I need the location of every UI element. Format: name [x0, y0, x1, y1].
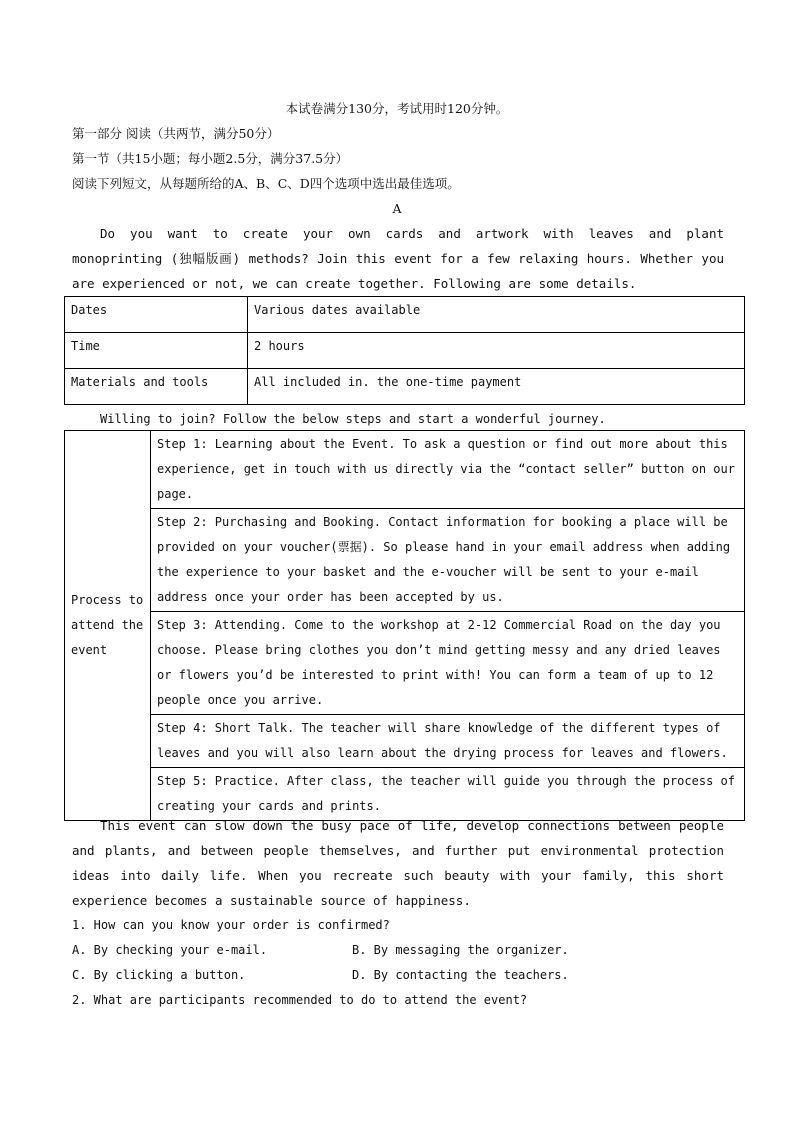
passage-intro: Do you want to create your own cards and artwork with leaves and plant monoprinting (独幅版画) methods? Join this event for a few relaxing hours. Whether you are experienced or not, we can create together. Following are some details.	[72, 226, 724, 291]
table-row	[65, 509, 745, 612]
exam-note: 本试卷满分130分，考试用时120分钟。	[285, 101, 509, 116]
part-heading: 第一部分 阅读（共两节，满分50分）	[72, 126, 280, 141]
step-cell: Step 4: Short Talk. The teacher will share knowledge of the different types of leaves and you will also learn about the drying process for leaves and flowers.	[151, 715, 745, 768]
instruction-text: 阅读下列短文，从每题所给的A、B、C、D四个选项中选出最佳选项。	[72, 176, 460, 191]
table-row	[65, 431, 745, 509]
step-cell: Step 2: Purchasing and Booking. Contact information for booking a place will be provided on your voucher(票据). So please hand in your email address when adding the experience to your basket and the e-voucher will be sent to your e-mail address once your order has been accepted by us.	[151, 509, 745, 612]
passage-letter: A	[392, 201, 402, 216]
step-cell: Step 1: Learning about the Event. To ask a question or find out more about this experience, get in touch with us directly via the “contact seller” button on our page.	[151, 431, 745, 509]
table-row	[65, 333, 745, 369]
info-value: Various dates available	[248, 297, 745, 333]
section-heading: 第一节（共15小题；每小题2.5分，满分37.5分）	[72, 151, 349, 166]
table-row	[65, 715, 745, 768]
process-label: Process to attend the event	[65, 431, 151, 821]
option-b: B. By messaging the organizer.	[352, 943, 569, 957]
option-a: A. By checking your e-mail.	[72, 943, 268, 957]
question-stem: 1. How can you know your order is confirmed?	[72, 918, 390, 932]
info-label: Time	[65, 333, 248, 369]
steps-table	[64, 430, 745, 821]
question-stem: 2. What are participants recommended to do to attend the event?	[72, 993, 528, 1007]
option-d: D. By contacting the teachers.	[352, 968, 569, 982]
info-value: 2 hours	[248, 333, 745, 369]
info-label: Dates	[65, 297, 248, 333]
table-row	[65, 612, 745, 715]
passage-closing: This event can slow down the busy pace of life, develop connections between people and plants, and between people themselves, and further put environmental protection ideas into daily life. When you recreate such beauty with your family, this short experience becomes a sustainable source of happiness.	[72, 818, 724, 908]
step-cell: Step 5: Practice. After class, the teacher will guide you through the process of creating your cards and prints.	[151, 768, 745, 821]
info-table	[64, 296, 745, 405]
table-row	[65, 297, 745, 333]
step-cell: Step 3: Attending. Come to the workshop at 2-12 Commercial Road on the day you choose. Please bring clothes you don’t mind getting messy and any dried leaves or flowers you’d be interested to print with! You can form a team of up to 12 people once you arrive.	[151, 612, 745, 715]
info-label: Materials and tools	[65, 369, 248, 405]
option-c: C. By clicking a button.	[72, 968, 246, 982]
info-value: All included in. the one-time payment	[248, 369, 745, 405]
join-line: Willing to join? Follow the below steps and start a wonderful journey.	[100, 412, 606, 426]
table-row	[65, 369, 745, 405]
